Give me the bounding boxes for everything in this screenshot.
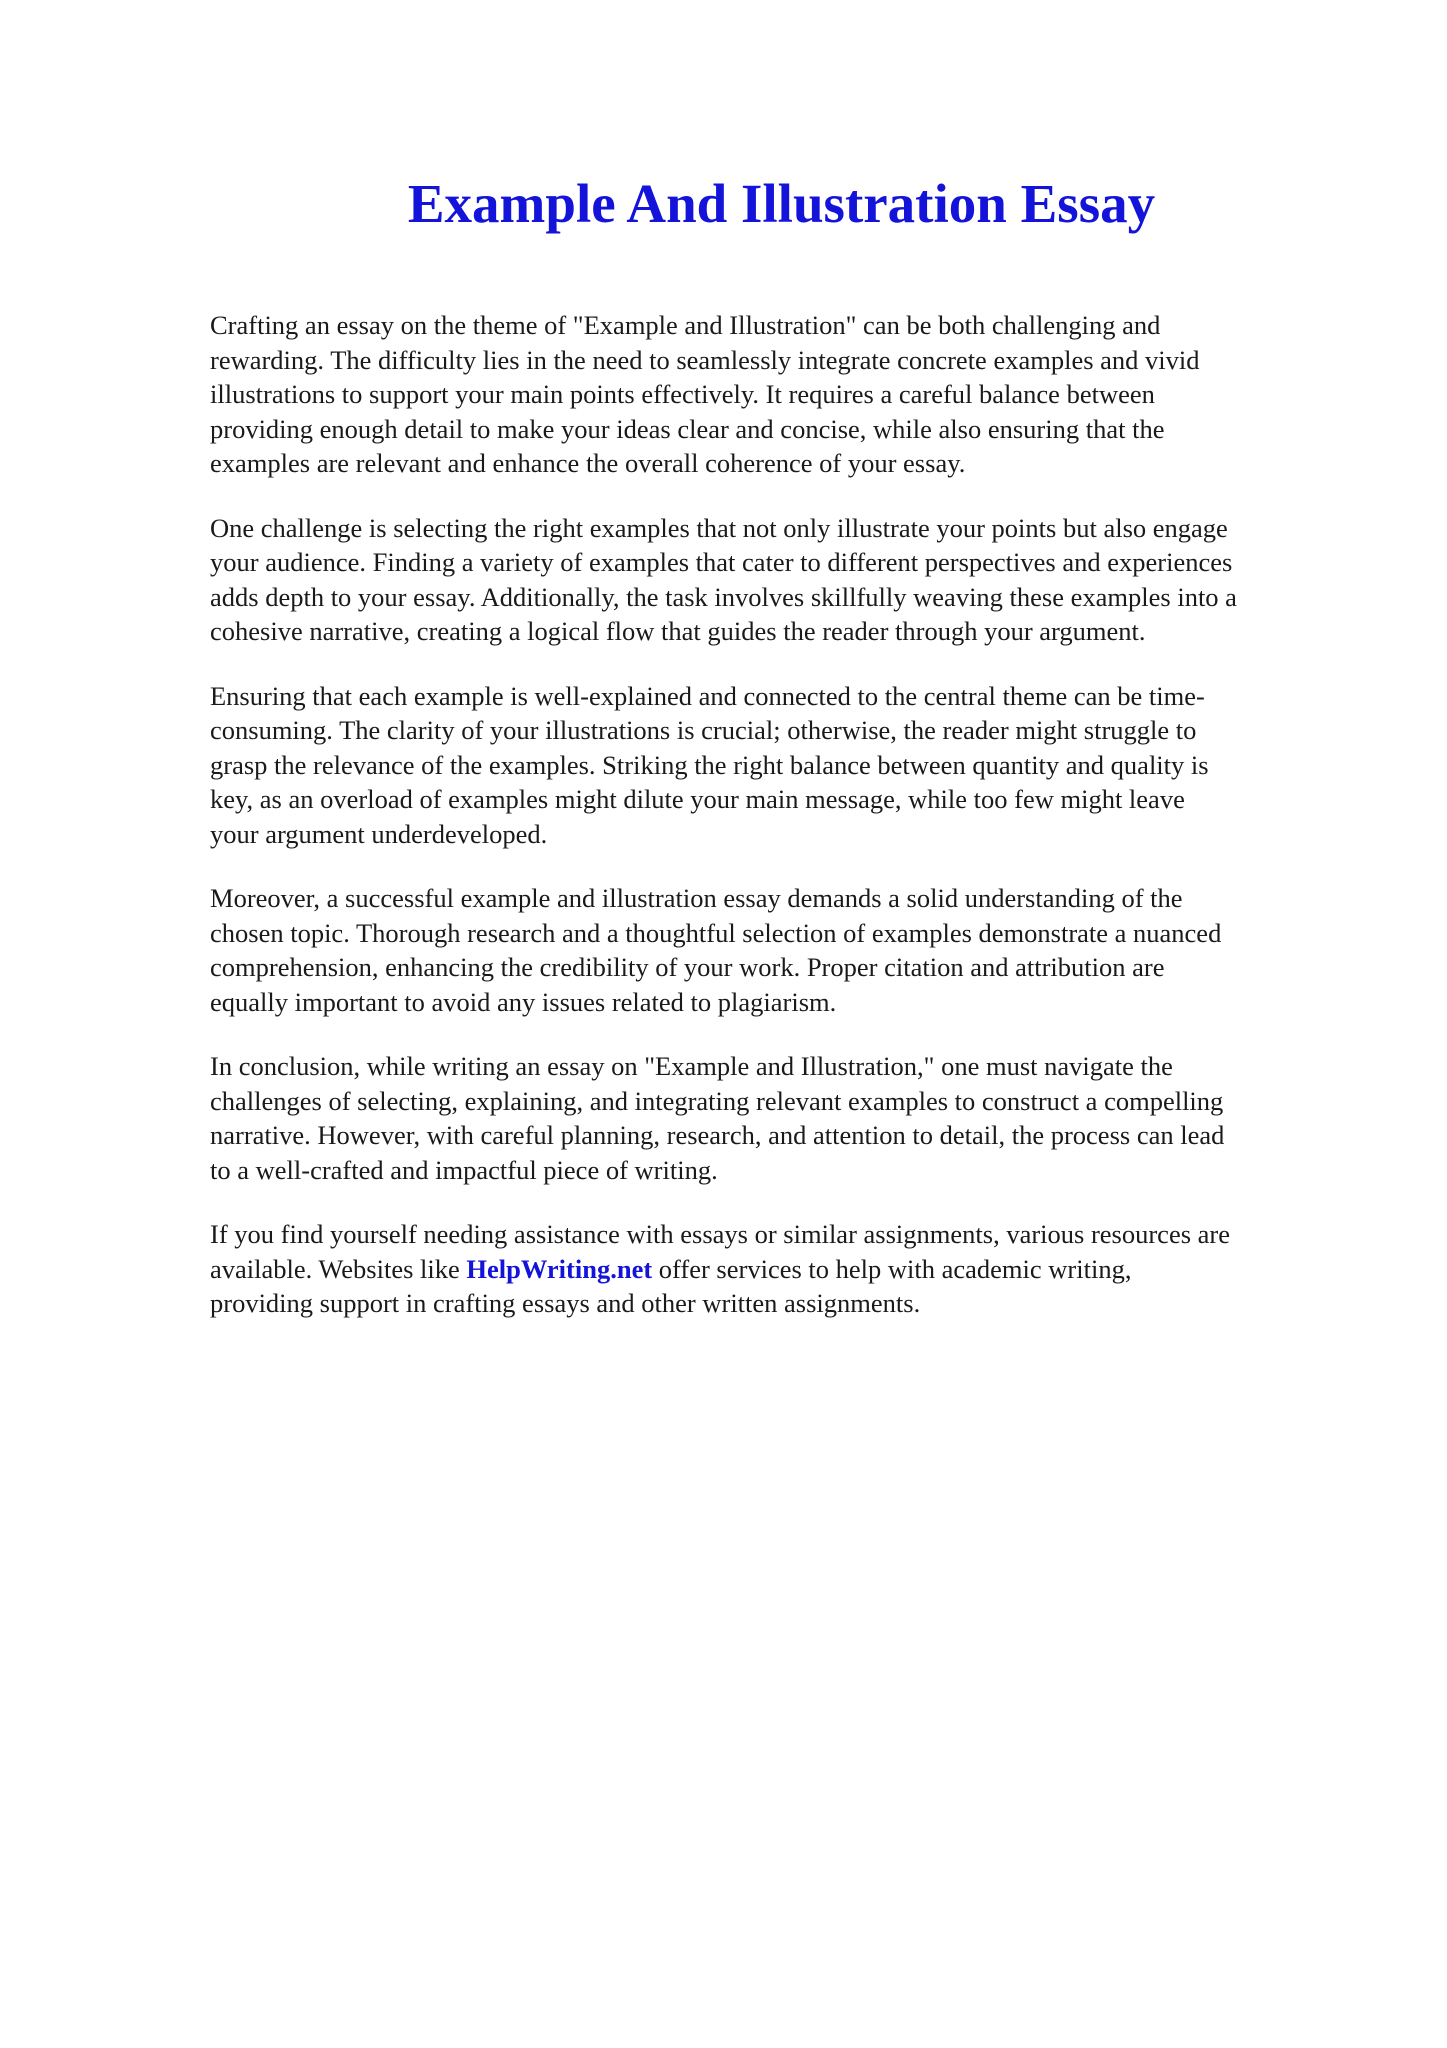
text-line: challenges of selecting, explaining, and integrating relevant examples to construct a compelling <box>210 1085 1224 1116</box>
text-line: comprehension, enhancing the credibility of your work. Proper citation and attribution are <box>210 952 1165 982</box>
paragraph-5 <box>210 1049 1390 1187</box>
text-line: Moreover, a successful example and illustration essay demands a solid understanding of the <box>210 883 1183 913</box>
text-line: chosen topic. Thorough research and a thoughtful selection of examples demonstrate a nuanced <box>210 917 1222 948</box>
text-line: cohesive narrative, creating a logical flow that guides the reader through your argument. <box>210 616 1146 646</box>
text-fragment: available. Websites like <box>210 1253 467 1284</box>
text-line: One challenge is selecting the right examples that not only illustrate your points but also engage <box>210 512 1228 543</box>
paragraph-3 <box>210 679 1390 852</box>
text-line: key, as an overload of examples might dilute your main message, while too few might leave <box>210 784 1185 814</box>
paragraph-2 <box>210 511 1390 649</box>
text-line: narrative. However, with careful planning, research, and attention to detail, the process can lead <box>210 1120 1225 1150</box>
page-title: Example And Illustration Essay <box>407 173 1156 234</box>
helpwriting-link[interactable]: HelpWriting.net <box>466 1253 653 1284</box>
text-line: examples are relevant and enhance the overall coherence of your essay. <box>210 448 966 478</box>
text-line: rewarding. The difficulty lies in the need to seamlessly integrate concrete examples and vivid <box>210 344 1200 375</box>
paragraph-4 <box>210 881 1390 1019</box>
text-line: Crafting an essay on the theme of "Example and Illustration" can be both challenging and <box>210 310 1161 340</box>
text-line: your argument underdeveloped. <box>210 818 548 849</box>
text-line: adds depth to your essay. Additionally, the task involves skillfully weaving these examples into a <box>210 581 1237 612</box>
text-fragment: offer services to help with academic writing, <box>652 1253 1132 1284</box>
text-line: to a well-crafted and impactful piece of writing. <box>210 1154 718 1185</box>
text-line: equally important to avoid any issues related to plagiarism. <box>210 986 837 1017</box>
paragraph-1 <box>210 308 1390 481</box>
text-line: providing enough detail to make your ideas clear and concise, while also ensuring that the <box>210 413 1165 444</box>
text-line: providing support in crafting essays and other written assignments. <box>210 1288 921 1318</box>
text-line: illustrations to support your main points effectively. It requires a careful balance between <box>210 379 1155 409</box>
closing-paragraph <box>210 1217 1390 1321</box>
essay-body <box>210 308 1390 1351</box>
text-line: your audience. Finding a variety of examples that cater to different perspectives and experiences <box>210 547 1233 577</box>
text-line: grasp the relevance of the examples. Striking the right balance between quantity and quality is <box>210 749 1209 780</box>
text-line: consuming. The clarity of your illustrations is crucial; otherwise, the reader might struggle to <box>210 715 1197 745</box>
text-line: If you find yourself needing assistance with essays or similar assignments, various resources are <box>210 1219 1230 1249</box>
text-line: Ensuring that each example is well-explained and connected to the central theme can be time- <box>210 680 1205 711</box>
text-line: In conclusion, while writing an essay on "Example and Illustration," one must navigate the <box>210 1051 1173 1081</box>
